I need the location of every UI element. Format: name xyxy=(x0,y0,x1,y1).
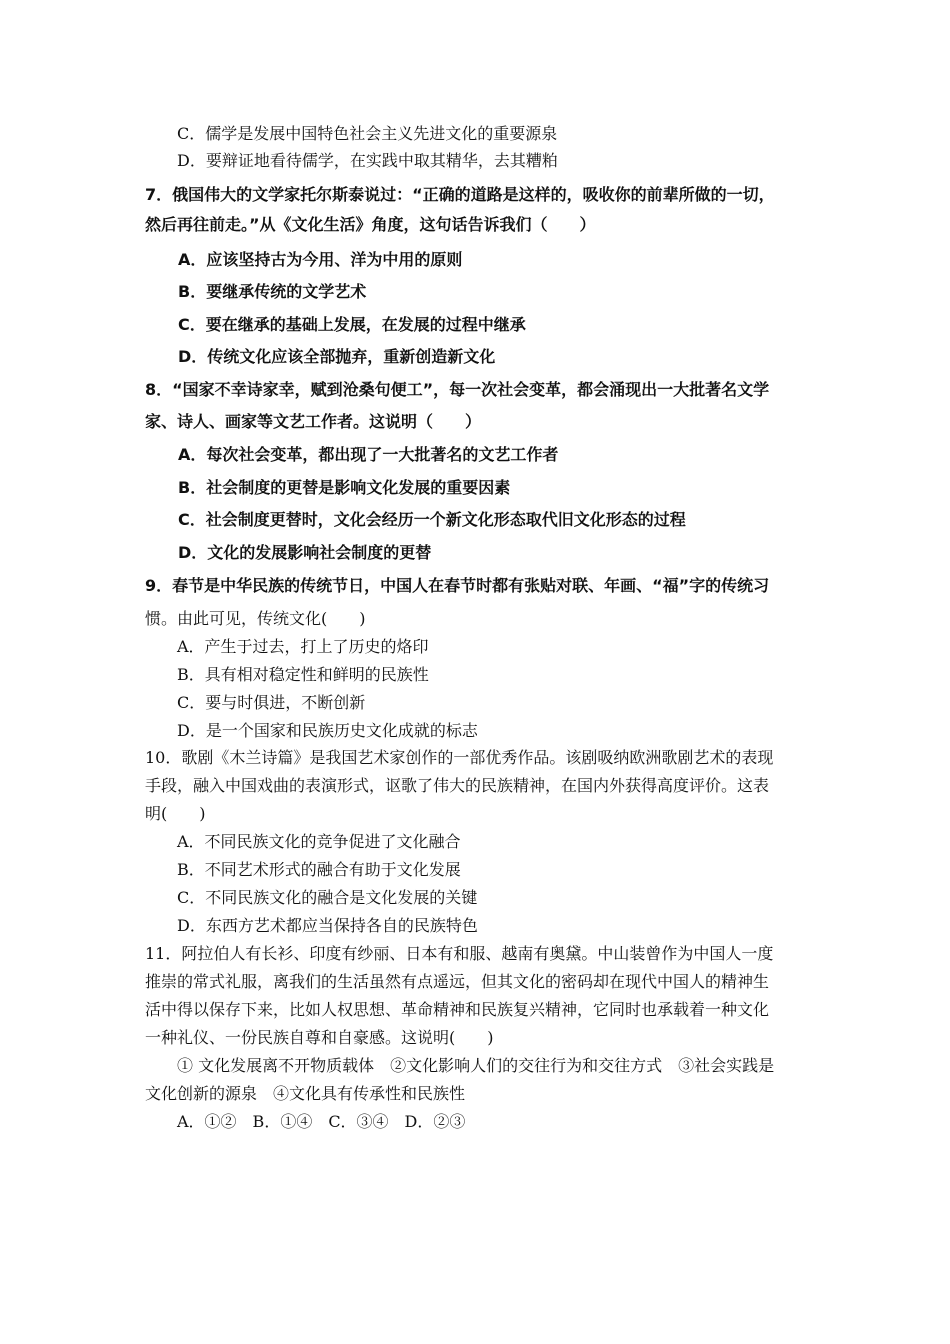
q8-option-b: B．社会制度的更替是影响文化发展的重要因素 xyxy=(178,478,511,497)
q9-option-b: B．具有相对稳定性和鲜明的民族性 xyxy=(177,665,429,684)
q10-option-c: C．不同民族文化的融合是文化发展的关键 xyxy=(177,888,478,907)
q8-option-a: A．每次社会变革，都出现了一大批著名的文艺工作者 xyxy=(178,445,559,464)
q8-option-c: C．社会制度更替时，文化会经历一个新文化形态取代旧文化形态的过程 xyxy=(178,510,686,529)
q11-stem-line3: 活中得以保存下来，比如人权思想、革命精神和民族复兴精神，它同时也承载着一种文化 xyxy=(145,1000,770,1019)
q9-stem-line1: 9．春节是中华民族的传统节日，中国人在春节时都有张贴对联、年画、“福”字的传统习 xyxy=(145,576,770,595)
q10-stem-line1: 10．歌剧《木兰诗篇》是我国艺术家创作的一部优秀作品。该剧吸纳欧洲歌剧艺术的表现 xyxy=(145,748,774,767)
q10-option-d: D．东西方艺术都应当保持各自的民族特色 xyxy=(177,916,478,935)
q6-option-d: D．要辩证地看待儒学，在实践中取其精华，去其糟粕 xyxy=(177,151,558,170)
q9-option-d: D．是一个国家和民族历史文化成就的标志 xyxy=(177,721,478,740)
q9-option-c: C．要与时俱进，不断创新 xyxy=(177,693,366,712)
q11-options: A．①② B．①④ C．③④ D．②③ xyxy=(177,1112,466,1131)
q10-option-a: A．不同民族文化的竞争促进了文化融合 xyxy=(177,832,461,851)
q8-stem-line2: 家、诗人、画家等文艺工作者。这说明（ ） xyxy=(145,412,482,431)
q10-stem-line2: 手段，融入中国戏曲的表演形式，讴歌了伟大的民族精神，在国内外获得高度评价。这表 xyxy=(145,776,770,795)
q11-stem-line2: 推崇的常式礼服，离我们的生活虽然有点遥远，但其文化的密码却在现代中国人的精神生 xyxy=(145,972,770,991)
q7-option-a: A．应该坚持古为今用、洋为中用的原则 xyxy=(178,250,463,269)
q9-stem-line2: 惯。由此可见，传统文化( ) xyxy=(145,609,366,628)
q11-statements-line2: 文化创新的源泉 ④文化具有传承性和民族性 xyxy=(145,1084,466,1103)
q10-stem-line3: 明( ) xyxy=(145,804,206,823)
q10-option-b: B．不同艺术形式的融合有助于文化发展 xyxy=(177,860,461,879)
q7-stem-line2: 然后再往前走。”从《文化生活》角度，这句话告诉我们（ ） xyxy=(145,215,596,234)
q11-stem-line4: 一种礼仪、一份民族自尊和自豪感。这说明( ) xyxy=(145,1028,494,1047)
q7-stem-line1: 7．俄国伟大的文学家托尔斯泰说过：“正确的道路是这样的，吸收你的前辈所做的一切， xyxy=(145,185,775,204)
q7-option-b: B．要继承传统的文学艺术 xyxy=(178,282,367,301)
q8-stem-line1: 8．“国家不幸诗家幸，赋到沧桑句便工”，每一次社会变革，都会涌现出一大批著名文学 xyxy=(145,380,770,399)
q8-option-d: D．文化的发展影响社会制度的更替 xyxy=(178,543,432,562)
q7-option-c: C．要在继承的基础上发展，在发展的过程中继承 xyxy=(178,315,526,334)
q9-option-a: A．产生于过去，打上了历史的烙印 xyxy=(177,637,429,656)
q11-stem-line1: 11．阿拉伯人有长衫、印度有纱丽、日本有和服、越南有奥黛。中山装曾作为中国人一度 xyxy=(145,944,774,963)
q6-option-c: C．儒学是发展中国特色社会主义先进文化的重要源泉 xyxy=(177,124,558,143)
q7-option-d: D．传统文化应该全部抛弃，重新创造新文化 xyxy=(178,347,496,366)
q11-statements-line1: ① 文化发展离不开物质载体 ②文化影响人们的交往行为和交往方式 ③社会实践是 xyxy=(177,1056,775,1075)
